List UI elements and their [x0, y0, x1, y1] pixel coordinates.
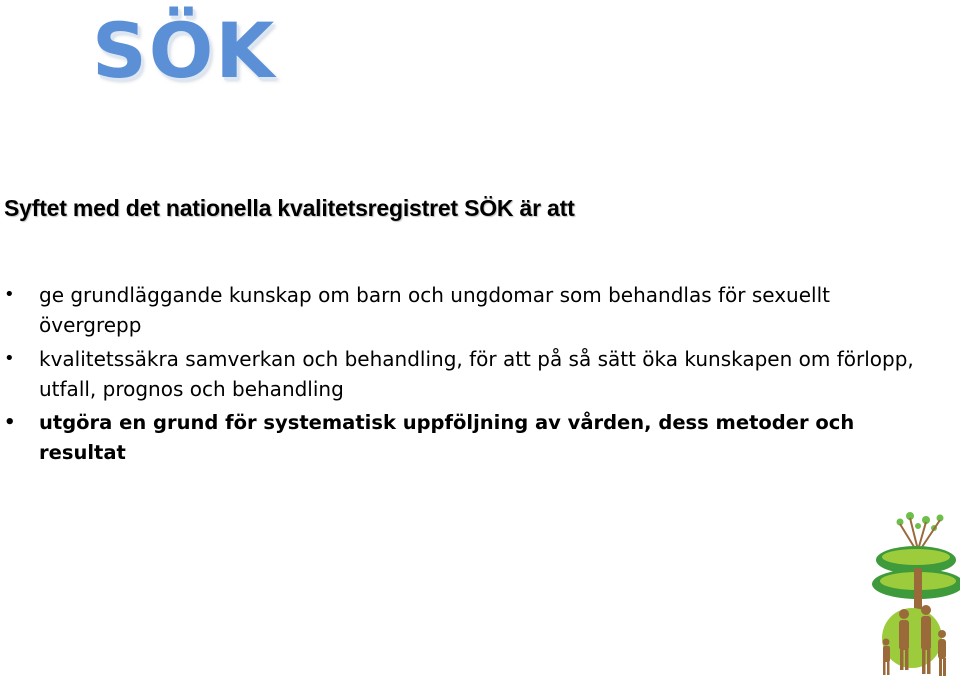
list-item-text: kvalitetssäkra samverkan och behandling, för att på så sätt öka kunskapen om förlopp, utfall, prognos och behandling — [39, 347, 914, 401]
list-item-text: utgöra en grund för systematisk uppföljning av vården, dess metoder och resultat — [39, 411, 855, 464]
page-heading: Syftet med det nationella kvalitetsregistret SÖK är att — [4, 195, 575, 221]
bullet-icon: • — [4, 412, 16, 433]
list-item — [0, 344, 930, 404]
bullet-icon: • — [4, 348, 15, 369]
sok-logo: SÖK — [92, 6, 277, 95]
bullet-list — [0, 280, 930, 472]
ground-circle — [882, 608, 942, 668]
list-item — [0, 280, 930, 340]
list-item — [0, 408, 930, 468]
list-item-text: ge grundläggande kunskap om barn och ungdomar som behandlas för sexuellt övergrepp — [39, 283, 830, 337]
bullet-icon: • — [4, 284, 15, 305]
tree-family-icon — [866, 510, 960, 694]
